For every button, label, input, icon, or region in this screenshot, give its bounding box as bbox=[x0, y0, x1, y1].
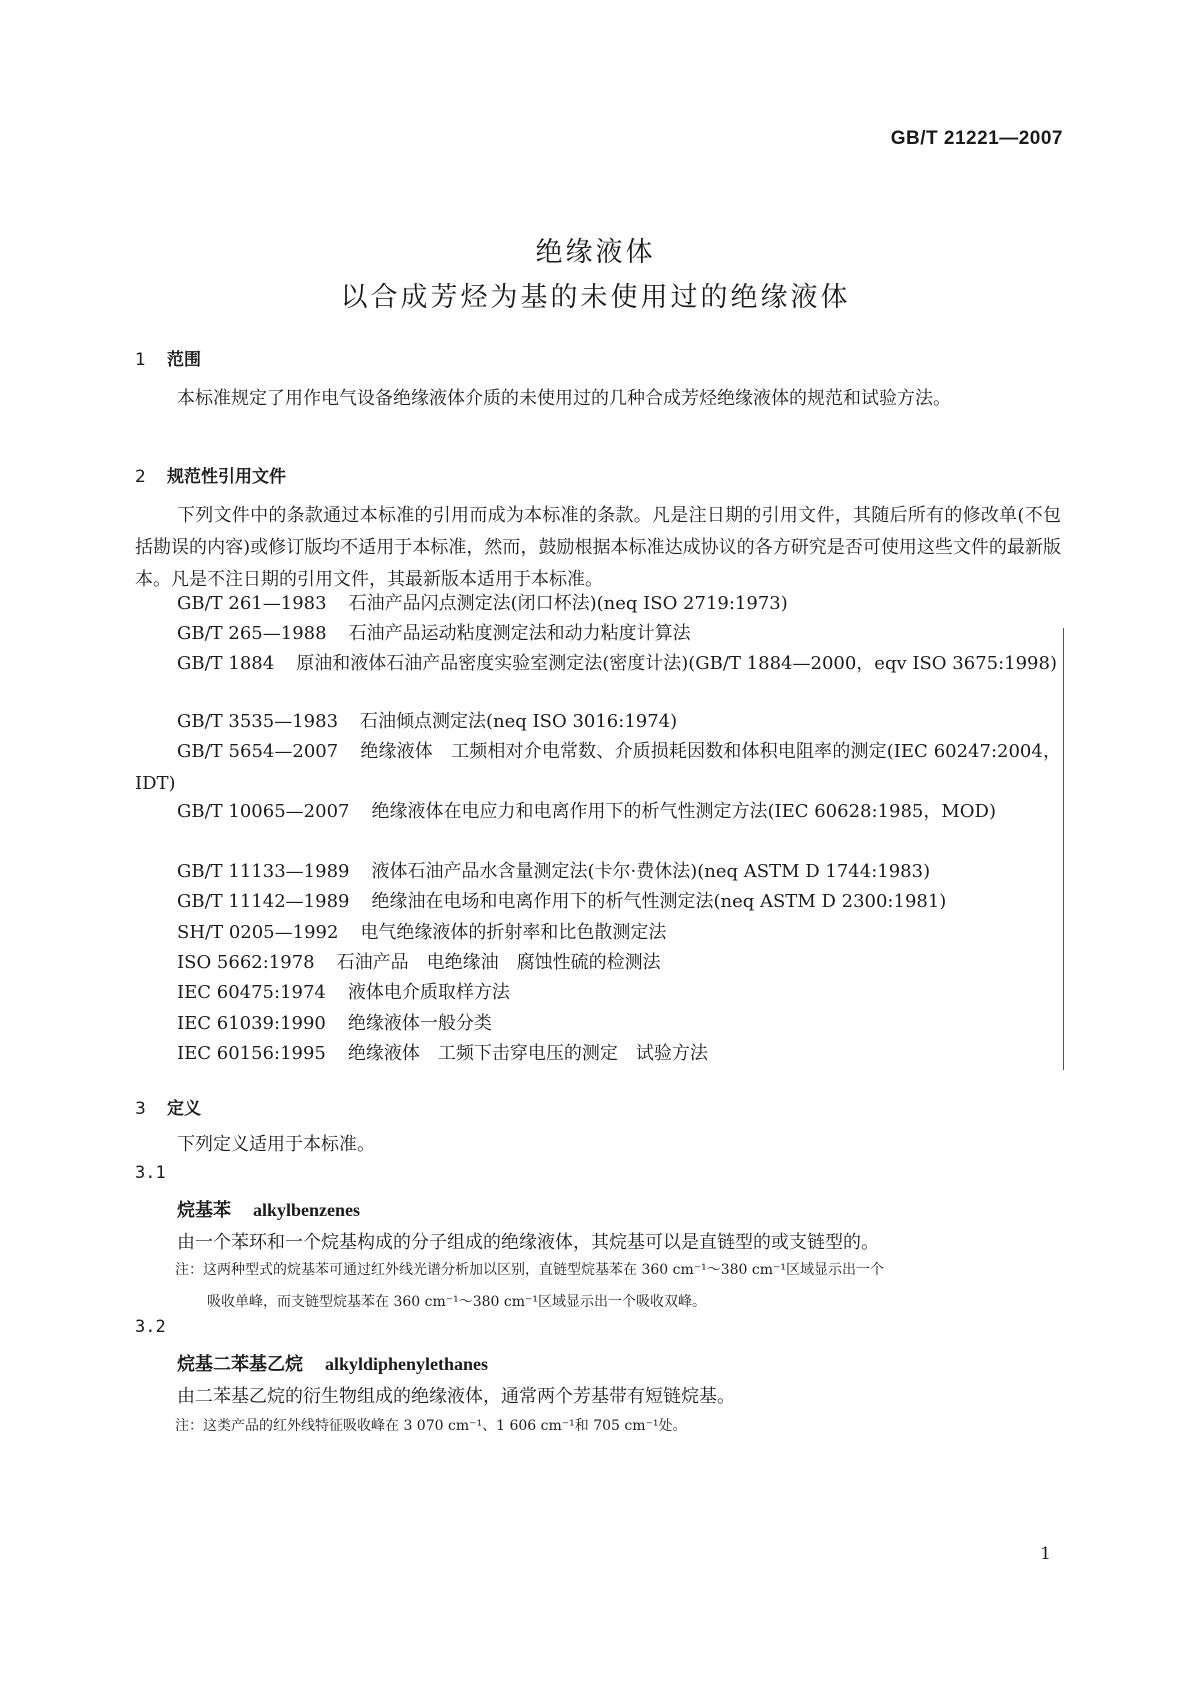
reference-title: 绝缘液体在电应力和电离作用下的析气性测定方法(IEC 60628:1985，MOD) bbox=[371, 801, 997, 822]
standard-code: GB/T 21221—2007 bbox=[890, 128, 1063, 149]
section-number: 3 bbox=[135, 1099, 146, 1119]
subsection-number: 3.2 bbox=[135, 1317, 166, 1337]
section-number: 2 bbox=[135, 467, 146, 487]
reference-title: 石油产品闪点测定法(闭口杯法)(neq ISO 2719:1973) bbox=[348, 593, 788, 614]
reference-title: 液体电介质取样方法 bbox=[347, 982, 510, 1003]
title-line-1: 绝缘液体 bbox=[535, 237, 656, 268]
section-number: 1 bbox=[135, 350, 146, 370]
reference-item bbox=[135, 917, 1061, 949]
section-1-heading bbox=[135, 345, 201, 370]
reference-title: 绝缘油在电场和电离作用下的析气性测定法(neq ASTM D 2300:1981) bbox=[371, 891, 947, 912]
term-heading bbox=[177, 1196, 360, 1222]
reference-item bbox=[135, 796, 1061, 828]
reference-item bbox=[135, 706, 1061, 738]
page-number: 1 bbox=[1040, 1544, 1051, 1564]
term-english: alkylbenzenes bbox=[253, 1200, 361, 1220]
term-chinese: 烷基二苯基乙烷 bbox=[177, 1354, 303, 1375]
reference-code: GB/T 11142—1989 bbox=[177, 891, 350, 912]
section-2-heading bbox=[135, 462, 286, 487]
term-note bbox=[175, 1254, 1063, 1318]
reference-title: 原油和液体石油产品密度实验室测定法(密度计法)(GB/T 1884—2000，eqv ISO 3675:1998) bbox=[296, 653, 1057, 674]
reference-item bbox=[135, 886, 1061, 918]
title-line-2: 以合成芳烃为基的未使用过的绝缘液体 bbox=[340, 282, 851, 313]
reference-code: GB/T 10065—2007 bbox=[177, 801, 350, 822]
reference-title: 石油产品 电绝缘油 腐蚀性硫的检测法 bbox=[336, 952, 661, 973]
reference-code: GB/T 11133—1989 bbox=[177, 861, 350, 882]
note-line: 注：这类产品的红外线特征吸收峰在 3 070 cm⁻¹、1 606 cm⁻¹和 705 cm⁻¹处。 bbox=[175, 1418, 687, 1434]
reference-title: 液体石油产品水含量测定法(卡尔·费休法)(neq ASTM D 1744:1983) bbox=[371, 861, 931, 882]
reference-code: IEC 61039:1990 bbox=[177, 1013, 326, 1034]
term-chinese: 烷基苯 bbox=[177, 1200, 231, 1221]
reference-item bbox=[135, 1038, 1061, 1070]
term-note bbox=[175, 1410, 1063, 1442]
reference-title: 电气绝缘液体的折射率和比色散测定法 bbox=[360, 922, 667, 943]
reference-code: GB/T 1884 bbox=[177, 653, 275, 674]
margin-rule bbox=[1063, 628, 1064, 1070]
section-title: 规范性引用文件 bbox=[167, 467, 286, 487]
subsection-number: 3.1 bbox=[135, 1163, 166, 1183]
reference-title: 石油产品运动粘度测定法和动力粘度计算法 bbox=[348, 623, 691, 644]
term-definition: 由一个苯环和一个烷基构成的分子组成的绝缘液体，其烷基可以是直链型的或支链型的。 bbox=[177, 1232, 879, 1253]
reference-item bbox=[135, 736, 1061, 800]
section-title: 定义 bbox=[167, 1099, 201, 1119]
reference-code: ISO 5662:1978 bbox=[177, 952, 315, 973]
term-definition: 由二苯基乙烷的衍生物组成的绝缘液体，通常两个芳基带有短链烷基。 bbox=[177, 1386, 735, 1407]
reference-item bbox=[135, 588, 1061, 620]
reference-item bbox=[135, 648, 1061, 680]
term-heading bbox=[177, 1350, 488, 1376]
reference-code: IEC 60156:1995 bbox=[177, 1043, 326, 1064]
note-line: 吸收单峰，而支链型烷基苯在 360 cm⁻¹～380 cm⁻¹区域显示出一个吸收双峰。 bbox=[207, 1294, 707, 1310]
reference-code: GB/T 3535—1983 bbox=[177, 711, 339, 732]
section-title: 范围 bbox=[167, 350, 201, 370]
section-3-heading bbox=[135, 1094, 201, 1119]
section-1-paragraph: 本标准规定了用作电气设备绝缘液体介质的未使用过的几种合成芳烃绝缘液体的规范和试验方法。 bbox=[177, 388, 951, 409]
reference-code: GB/T 265—1988 bbox=[177, 623, 327, 644]
reference-item bbox=[135, 1008, 1061, 1040]
reference-title: 石油倾点测定法(neq ISO 3016:1974) bbox=[360, 711, 678, 732]
term-english: alkyldiphenylethanes bbox=[325, 1354, 489, 1374]
reference-title: 绝缘液体 工频下击穿电压的测定 试验方法 bbox=[347, 1043, 708, 1064]
note-line: 注：这两种型式的烷基苯可通过红外线光谱分析加以区别，直链型烷基苯在 360 cm⁻¹～380 cm⁻¹区域显示出一个 bbox=[175, 1262, 885, 1278]
section-2-paragraph: 下列文件中的条款通过本标准的引用而成为本标准的条款。凡是注日期的引用文件，其随后所有的修改单(不包括勘误的内容)或修订版均不适用于本标准，然而，鼓励根据本标准达成协议的各方研究是否可使用这些文件的最新版本。凡是不注日期的引用文件，其最新版本适用于本标准。 bbox=[135, 505, 1061, 590]
reference-code: SH/T 0205—1992 bbox=[177, 922, 339, 943]
reference-title: 绝缘液体 工频相对介电常数、介质损耗因数和体积电阻率的测定(IEC 60247:2004，IDT) bbox=[135, 741, 1061, 794]
reference-code: IEC 60475:1974 bbox=[177, 982, 326, 1003]
reference-code: GB/T 261—1983 bbox=[177, 593, 327, 614]
section-3-intro: 下列定义适用于本标准。 bbox=[177, 1134, 375, 1155]
reference-title: 绝缘液体一般分类 bbox=[347, 1013, 492, 1034]
reference-item bbox=[135, 856, 1061, 888]
reference-item bbox=[135, 618, 1061, 650]
reference-item bbox=[135, 977, 1061, 1009]
reference-code: GB/T 5654—2007 bbox=[177, 741, 339, 762]
reference-item bbox=[135, 947, 1061, 979]
